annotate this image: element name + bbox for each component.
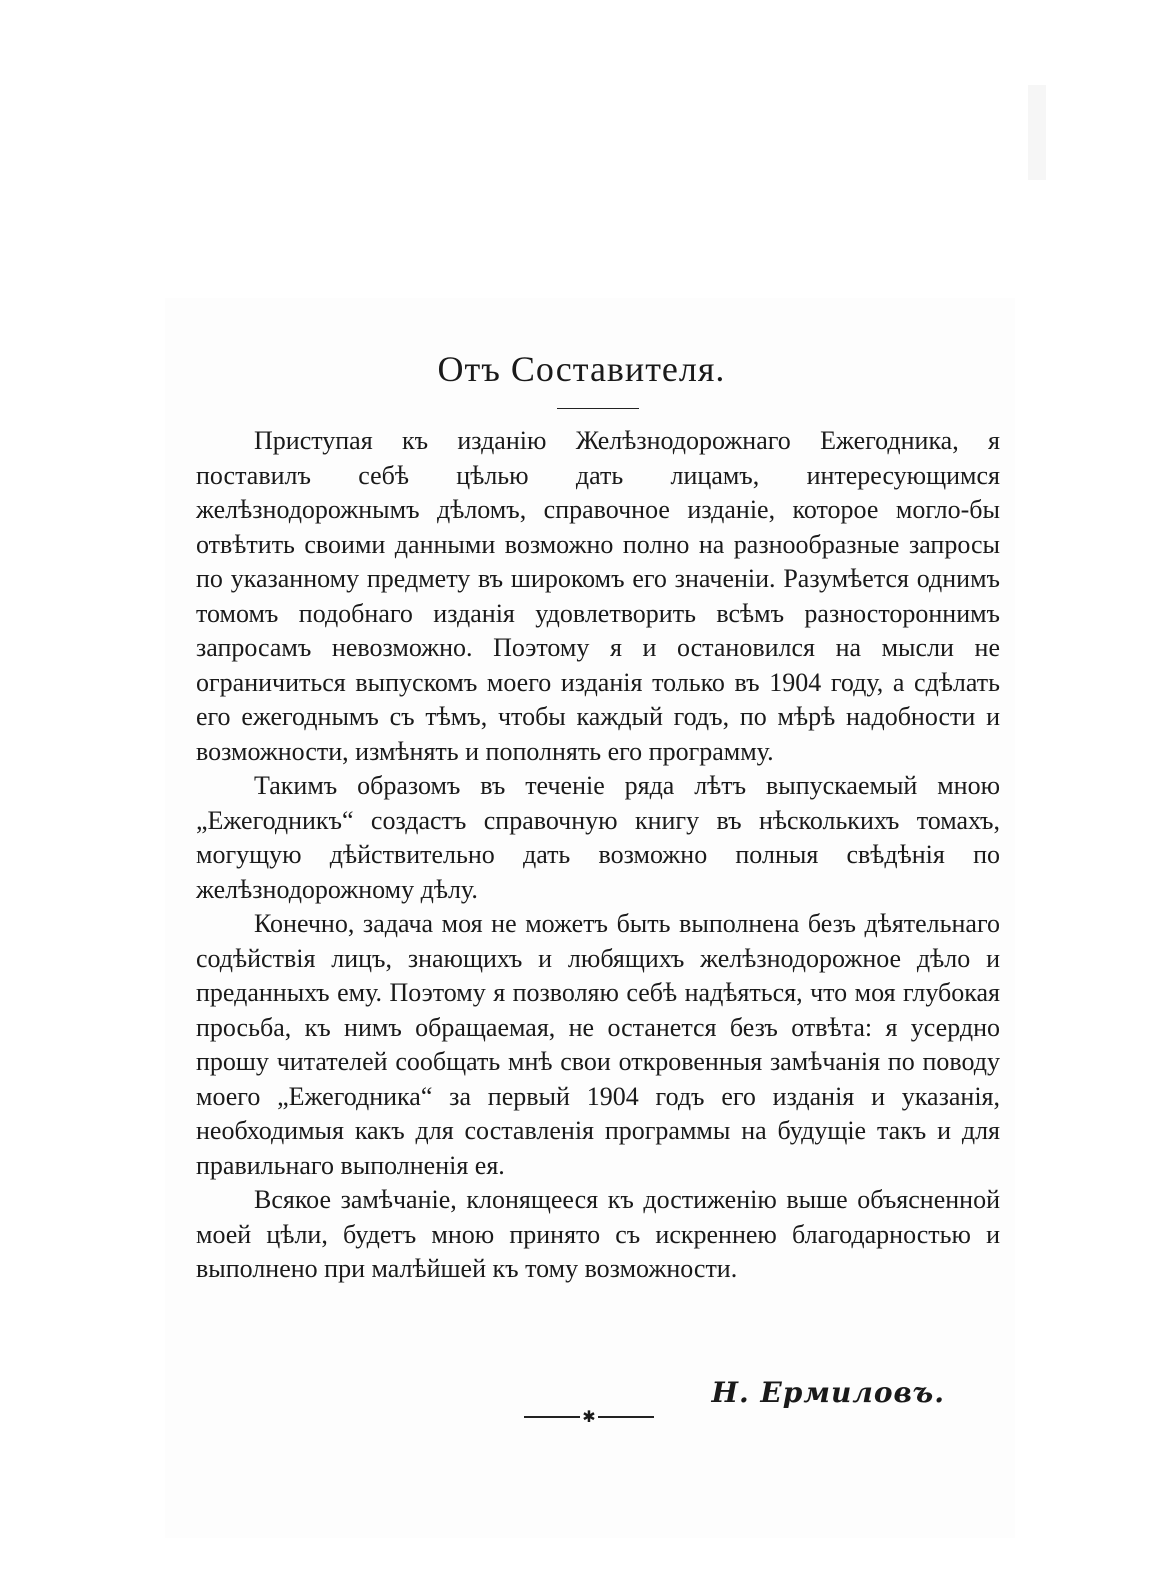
ornament-line-right	[598, 1416, 654, 1418]
end-ornament	[524, 1404, 654, 1430]
paragraph-3: Конечно, задача моя не можетъ быть выполнена безъ дѣятельнаго содѣйствія лицъ, знающихъ и любящихъ желѣзнодорожное дѣло и преданныхъ ему. Поэтому я позволяю себѣ надѣяться, что моя глубокая просьба, къ нимъ обращаемая, не останется безъ отвѣта: я усердно прошу читателей сообщать мнѣ свои откровенныя замѣчанія по поводу моего „Ежегодника“ за первый 1904 годъ его изданія и указанія, необходимыя какъ для составленія программы на будущіе такъ и для правильнаго выполненія ея.	[196, 909, 1000, 1180]
scan-edge-mark	[1028, 85, 1046, 180]
preface-body	[196, 424, 1000, 1287]
paragraph-4: Всякое замѣчаніе, клонящееся къ достиженію выше объясненной моей цѣли, будетъ мною принято съ искреннею благодарностью и выполнено при малѣйшей къ тому возможности.	[196, 1185, 1000, 1283]
paragraph-1: Приступая къ изданію Желѣзнодорожнаго Ежегодника, я поставилъ себѣ цѣлью дать лицамъ, интересующимся желѣзнодорожнымъ дѣломъ, справочное изданіе, которое могло-бы отвѣтить своими данными возможно полно на разнообразные запросы по указанному предмету въ широкомъ его значеніи. Разумѣется однимъ томомъ подобнаго изданія удовлетворить всѣмъ разностороннимъ запросамъ невозможно. Поэтому я и остановился на мысли не ограничиться выпускомъ моего изданія только въ 1904 году, а сдѣлать его ежегоднымъ съ тѣмъ, чтобы каждый годъ, по мѣрѣ надобности и возможности, измѣнять и пополнять его программу.	[196, 426, 1000, 766]
ornament-line-left	[524, 1416, 580, 1418]
asterisk-icon: ✱	[582, 1407, 596, 1426]
title-rule	[557, 408, 639, 409]
paragraph-2: Такимъ образомъ въ теченіе ряда лѣтъ выпускаемый мною „Ежегодникъ“ создастъ справочную книгу въ нѣсколькихъ томахъ, могущую дѣйствительно дать возможно полныя свѣдѣнія по желѣзнодорожному дѣлу.	[196, 771, 1000, 904]
author-signature: Н. Ермиловъ.	[711, 1376, 945, 1409]
page-title: Отъ Составителя.	[437, 349, 726, 389]
